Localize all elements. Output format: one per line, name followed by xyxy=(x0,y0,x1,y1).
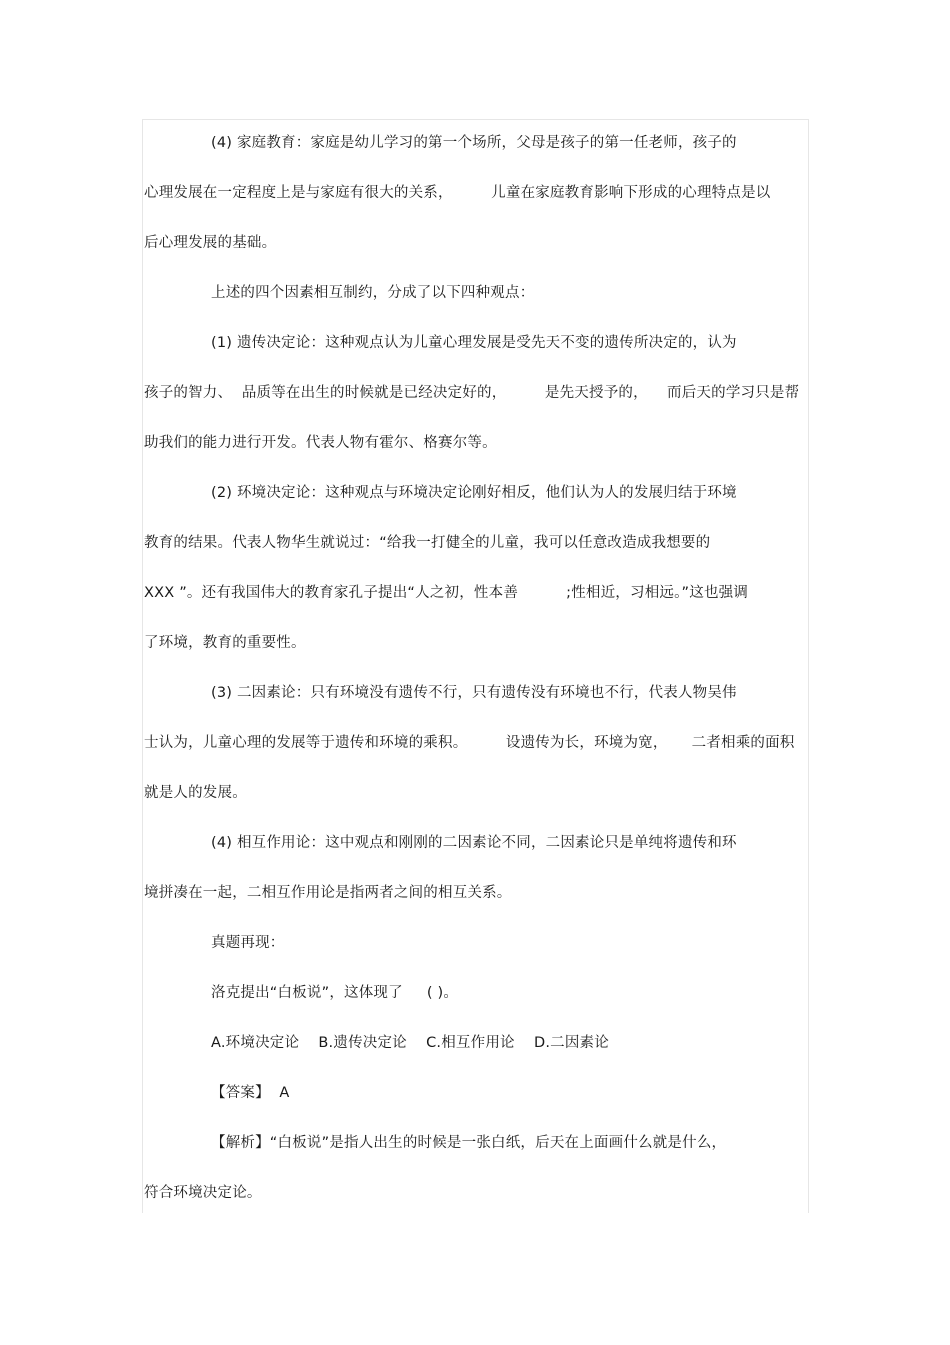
paragraph-two-factor-theory: (3) 二因素论：只有环境没有遗传不行，只有遗传没有环境也不行，代表人物吴伟 xyxy=(211,685,737,701)
paragraph-four-views: 上述的四个因素相互制约，分成了以下四种观点： xyxy=(211,285,535,301)
section-heading-exam: 真题再现： xyxy=(211,935,285,951)
exam-options: A.环境决定论 B.遗传决定论 C.相互作用论 D.二因素论 xyxy=(211,1035,609,1051)
paragraph-heredity-determinism: (1) 遗传决定论：这种观点认为儿童心理发展是受先天不变的遗传所决定的，认为 xyxy=(211,335,737,351)
paragraph-family-education: (4) 家庭教育：家庭是幼儿学习的第一个场所，父母是孩子的第一任老师，孩子的 xyxy=(211,135,737,151)
text-line: 后心理发展的基础。 xyxy=(144,235,277,251)
text-line: 士认为，儿童心理的发展等于遗传和环境的乘积。 设遗传为长，环境为宽， 二者相乘的面积 xyxy=(144,735,795,751)
exam-question: 洛克提出“白板说”，这体现了 ( )。 xyxy=(211,985,459,1001)
exam-answer: 【答案】 A xyxy=(211,1085,290,1101)
text-line: 了环境，教育的重要性。 xyxy=(144,635,306,651)
paragraph-interaction-theory: (4) 相互作用论：这中观点和刚刚的二因素论不同，二因素论只是单纯将遗传和环 xyxy=(211,835,737,851)
text-line: 助我们的能力进行开发。代表人物有霍尔、格赛尔等。 xyxy=(144,435,497,451)
text-line: 境拼凑在一起，二相互作用论是指两者之间的相互关系。 xyxy=(144,885,512,901)
text-line: 心理发展在一定程度上是与家庭有很大的关系， 儿童在家庭教育影响下形成的心理特点是以 xyxy=(144,185,771,201)
paragraph-environment-determinism: (2) 环境决定论：这种观点与环境决定论刚好相反，他们认为人的发展归结于环境 xyxy=(211,485,737,501)
text-line: 教育的结果。代表人物华生就说过：“给我一打健全的儿童，我可以任意改造成我想要的 xyxy=(144,535,711,551)
text-line: 符合环境决定论。 xyxy=(144,1185,262,1201)
exam-explanation: 【解析】“白板说”是指人出生的时候是一张白纸，后天在上面画什么就是什么， xyxy=(211,1135,727,1151)
text-line: XXX ”。还有我国伟大的教育家孔子提出“人之初，性本善 ;性相近，习相远。”这也强调 xyxy=(144,585,749,601)
text-line: 就是人的发展。 xyxy=(144,785,247,801)
text-line: 孩子的智力、 品质等在出生的时候就是已经决定好的， 是先天授予的， 而后天的学习只是帮 xyxy=(144,385,800,401)
